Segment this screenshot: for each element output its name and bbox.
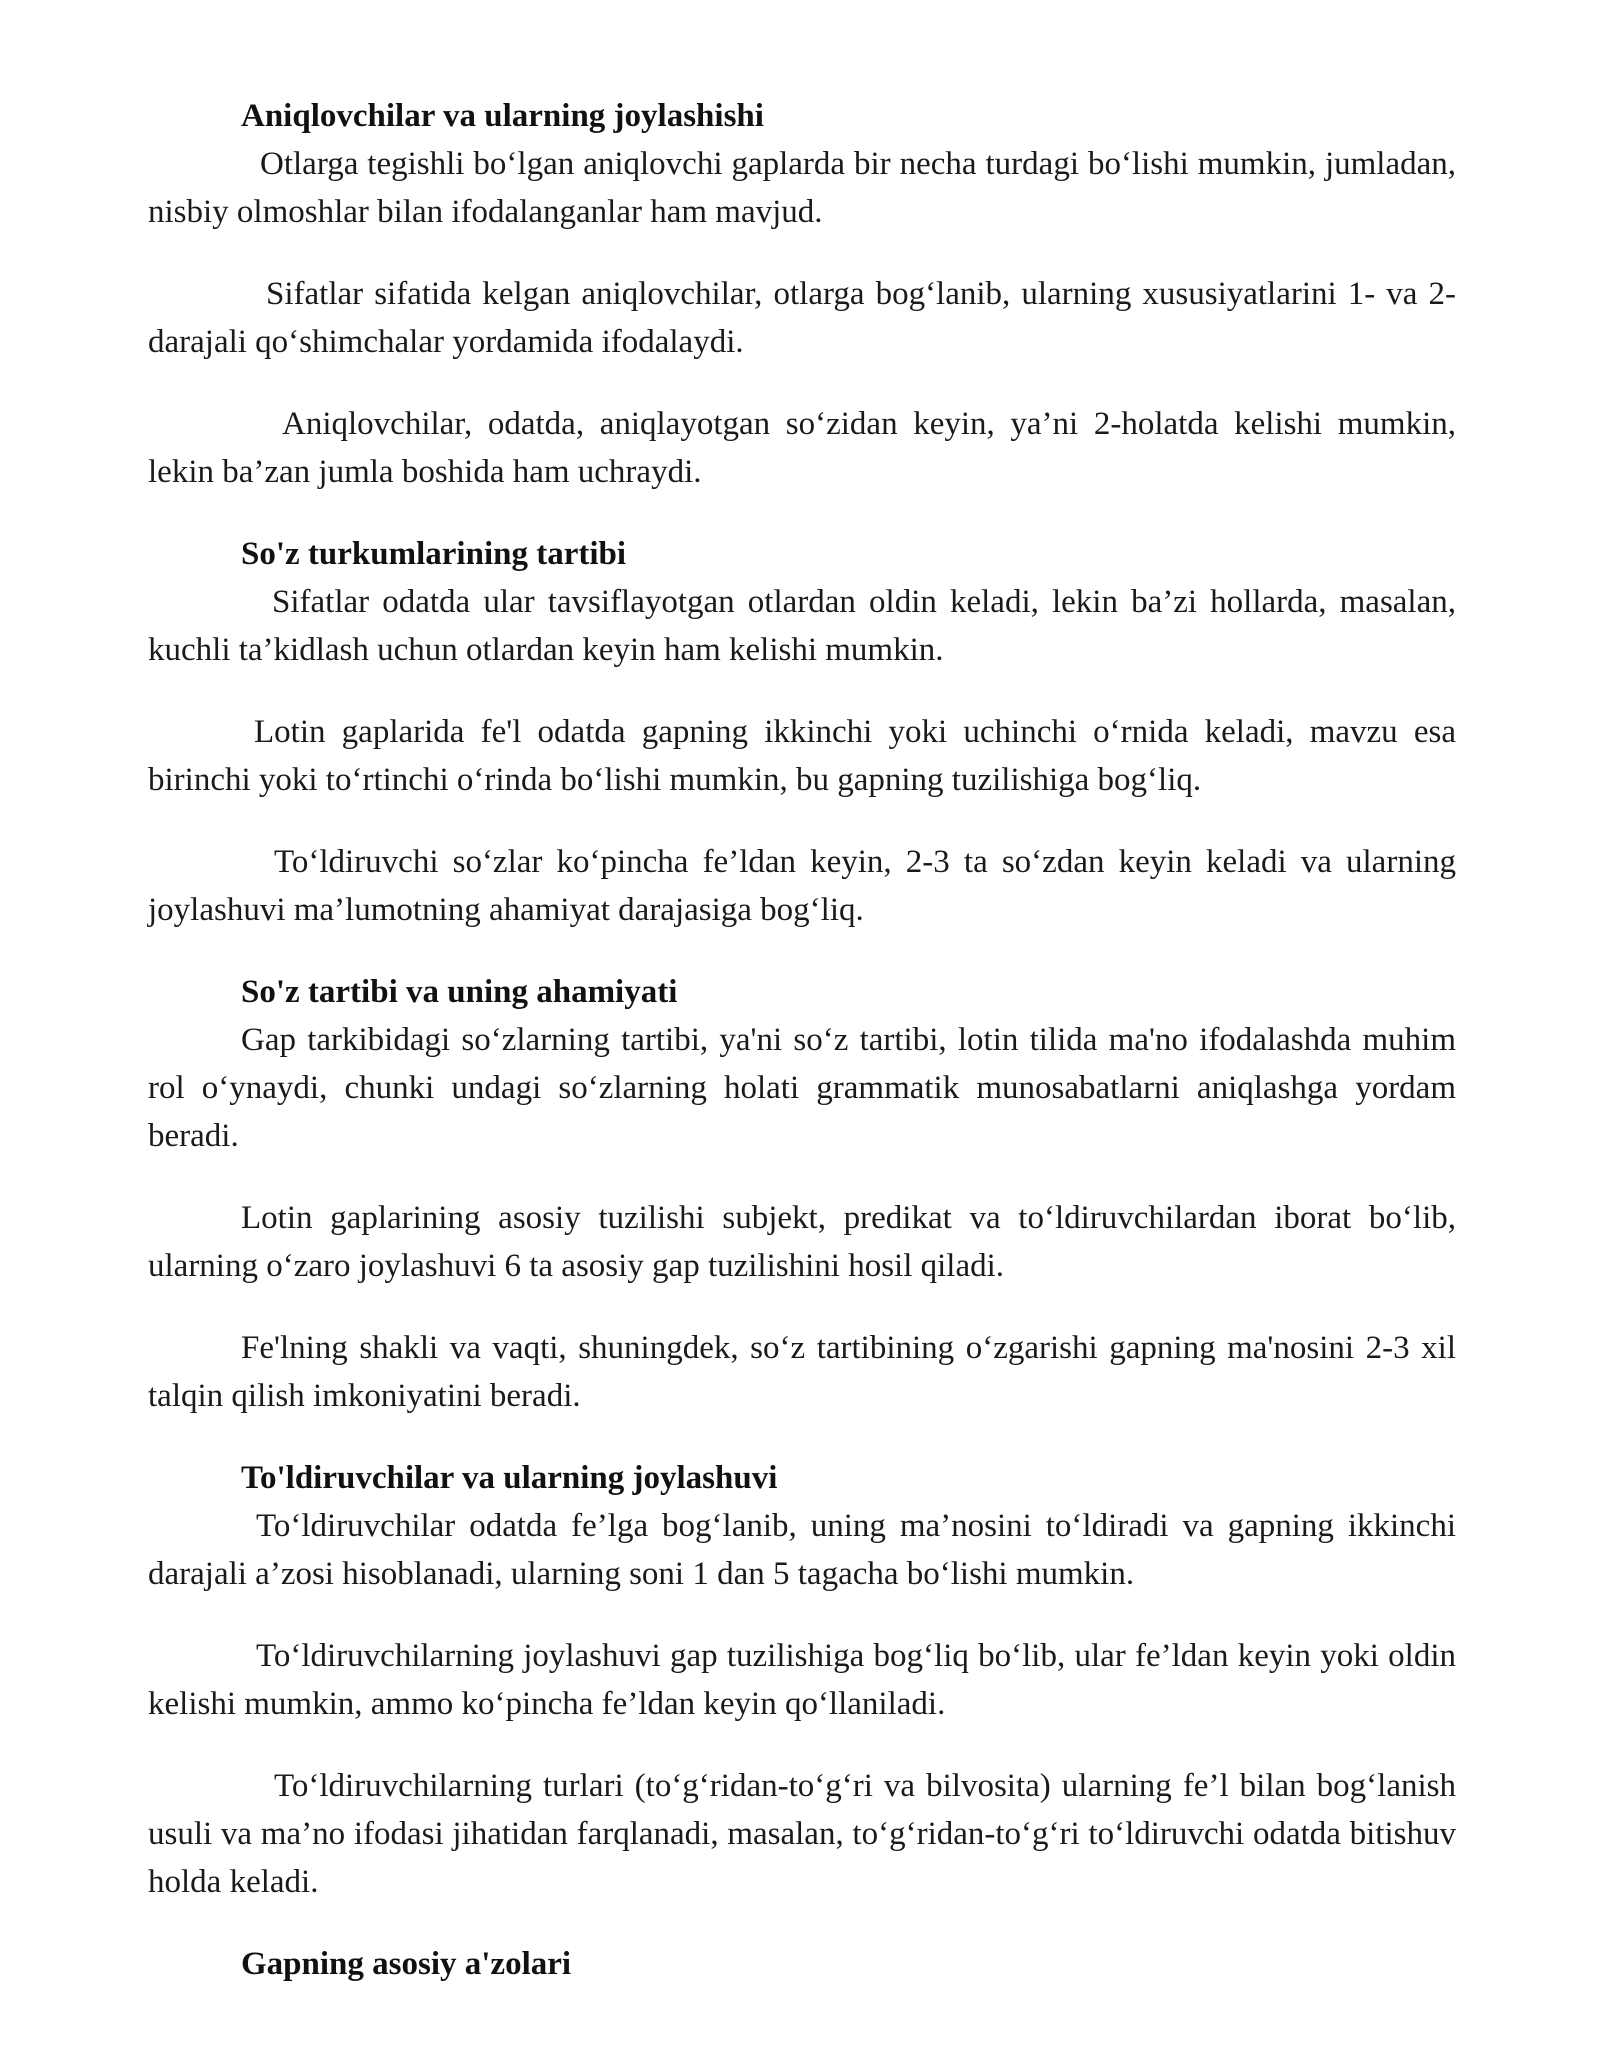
paragraph: Aniqlovchilar, odatda, aniqlayotgan so‘zidan keyin, ya’ni 2-holatda kelishi mumkin, lekin ba’zan jumla boshida ham uchraydi. — [148, 406, 1456, 490]
paragraph: To‘ldiruvchilarning turlari (to‘g‘ridan-to‘g‘ri va bilvosita) ularning fe’l bilan bog‘lanish usuli va ma’no ifodasi jihatidan farqlanadi, masalan, to‘g‘ridan-to‘g‘ri to‘ldiruvchi odatda bitishuv holda keladi. — [148, 1768, 1456, 1900]
paragraph: To‘ldiruvchilar odatda fe’lga bog‘lanib, uning ma’nosini to‘ldiradi va gapning ikkinchi darajali a’zosi hisoblanadi, ularning soni 1 dan 5 tagacha bo‘lishi mumkin. — [148, 1508, 1456, 1592]
section-aniqlovchilar — [148, 92, 1456, 496]
section-heading: So'z tartibi va uning ahamiyati — [241, 974, 678, 1010]
paragraph: Otlarga tegishli bo‘lgan aniqlovchi gaplarda bir necha turdagi bo‘lishi mumkin, jumladan, nisbiy olmoshlar bilan ifodalanganlar ham mavjud. — [148, 146, 1456, 230]
document-page — [148, 92, 1456, 1988]
paragraph: Lotin gaplarining asosiy tuzilishi subjekt, predikat va to‘ldiruvchilardan iborat bo‘lib, ularning o‘zaro joylashuvi 6 ta asosiy gap tuzilishini hosil qiladi. — [148, 1200, 1456, 1284]
paragraph: Fe'lning shakli va vaqti, shuningdek, so‘z tartibining o‘zgarishi gapning ma'nosini 2-3 xil talqin qilish imkoniyatini beradi. — [148, 1330, 1456, 1414]
section-heading: So'z turkumlarining tartibi — [241, 536, 627, 572]
paragraph: Sifatlar odatda ular tavsiflayotgan otlardan oldin keladi, lekin ba’zi hollarda, masalan, kuchli ta’kidlash uchun otlardan keyin ham kelishi mumkin. — [148, 584, 1456, 668]
paragraph: To‘ldiruvchi so‘zlar ko‘pincha fe’ldan keyin, 2-3 ta so‘zdan keyin keladi va ularning joylashuvi ma’lumotning ahamiyat darajasiga bog‘liq. — [148, 844, 1456, 928]
section-heading: Aniqlovchilar va ularning joylashishi — [241, 98, 764, 134]
section-toldiruvchilar — [148, 1454, 1456, 1906]
section-soz-tartibi — [148, 968, 1456, 1420]
paragraph: Lotin gaplarida fe'l odatda gapning ikkinchi yoki uchinchi o‘rnida keladi, mavzu esa birinchi yoki to‘rtinchi o‘rinda bo‘lishi mumkin, bu gapning tuzilishiga bog‘liq. — [148, 714, 1456, 798]
paragraph: Gap tarkibidagi so‘zlarning tartibi, ya'ni so‘z tartibi, lotin tilida ma'no ifodalashda muhim rol o‘ynaydi, chunki undagi so‘zlarning holati grammatik munosabatlarni aniqlashga yordam beradi. — [148, 1022, 1456, 1154]
paragraph: Sifatlar sifatida kelgan aniqlovchilar, otlarga bog‘lanib, ularning xususiyatlarini 1- va 2- darajali qo‘shimchalar yordamida ifodalaydi. — [148, 276, 1456, 360]
paragraph: To‘ldiruvchilarning joylashuvi gap tuzilishiga bog‘liq bo‘lib, ular fe’ldan keyin yoki oldin kelishi mumkin, ammo ko‘pincha fe’ldan keyin qo‘llaniladi. — [148, 1638, 1456, 1722]
section-gap-azolari — [148, 1940, 1456, 1988]
section-soz-turkumlari — [148, 530, 1456, 934]
section-heading: Gapning asosiy a'zolari — [241, 1946, 572, 1982]
section-heading: To'ldiruvchilar va ularning joylashuvi — [241, 1460, 778, 1496]
